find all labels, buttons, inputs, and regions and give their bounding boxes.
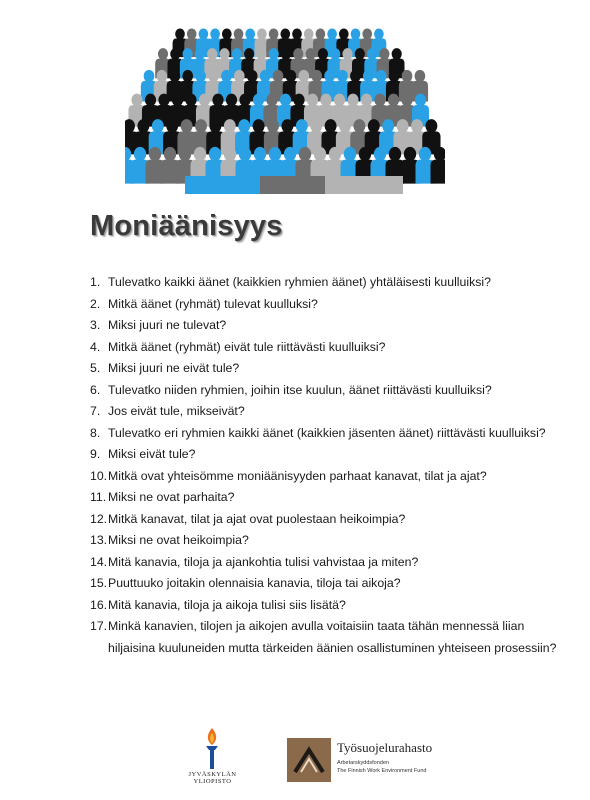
question-list — [90, 272, 570, 659]
list-item — [90, 573, 570, 595]
question-number: 2. — [90, 296, 101, 311]
list-item — [90, 423, 570, 445]
question-text: Miksi ne ovat parhaita? — [108, 490, 235, 504]
question-number: 17. — [90, 619, 108, 633]
crowd-front-band — [325, 176, 403, 194]
fund-name: Työsuojelurahasto — [337, 740, 433, 755]
question-number: 12. — [90, 511, 108, 526]
fund-subtitle-swedish: Arbetarskyddsfonden — [337, 760, 389, 766]
question-text: Mitä kanavia, tiloja ja aikoja tulisi siis lisätä? — [108, 597, 346, 612]
question-text: Mitkä äänet (ryhmät) eivät tule riittävästi kuulluiksi? — [108, 339, 386, 354]
crowd-illustration — [125, 8, 445, 198]
list-item — [90, 315, 570, 337]
list-item — [90, 466, 570, 488]
list-item — [90, 444, 570, 466]
question-number: 7. — [90, 404, 101, 418]
fund-logo — [287, 738, 487, 788]
question-text: Puuttuuko joitakin olennaisia kanavia, tiloja tai aikoja? — [108, 576, 401, 590]
question-text: Minkä kanavien, tilojen ja aikojen avulla voitaisiin taata tähän mennessä liian hiljaisina kuuluneiden mutta tärkeiden äänien osallistuminen yhteiseen prosessiin? — [108, 619, 557, 655]
question-text: Mitä kanavia, tiloja ja ajankohtia tulisi vahvistaa ja miten? — [108, 554, 419, 569]
torch-icon — [170, 725, 255, 771]
list-item — [90, 530, 570, 552]
list-item — [90, 380, 570, 402]
list-item — [90, 337, 570, 359]
fund-emblem-icon — [287, 738, 331, 782]
question-number: 10. — [90, 468, 108, 483]
list-item — [90, 509, 570, 531]
question-text: Mitkä äänet (ryhmät) tulevat kuulluksi? — [108, 296, 318, 311]
list-item — [90, 294, 570, 316]
crowd-front-band — [185, 176, 260, 194]
list-item — [90, 552, 570, 574]
question-number: 15. — [90, 576, 108, 590]
fund-subtitle-english: The Finnish Work Environment Fund — [337, 768, 427, 774]
question-text: Miksi eivät tule? — [108, 447, 196, 461]
crowd-front-band — [260, 176, 325, 194]
list-item — [90, 272, 570, 294]
list-item — [90, 616, 570, 659]
question-number: 4. — [90, 339, 101, 354]
question-number: 11. — [90, 490, 107, 504]
question-text: Tulevatko niiden ryhmien, joihin itse kuulun, äänet riittävästi kuulluiksi? — [108, 382, 492, 397]
question-text: Tulevatko kaikki äänet (kaikkien ryhmien äänet) yhtäläisesti kuulluiksi? — [108, 275, 491, 289]
question-number: 3. — [90, 318, 101, 332]
question-text: Miksi juuri ne tulevat? — [108, 318, 227, 332]
list-item — [90, 401, 570, 423]
page-title: Moniäänisyys — [90, 210, 283, 242]
question-number: 9. — [90, 447, 101, 461]
question-number: 1. — [90, 275, 101, 289]
question-text: Jos eivät tule, mikseivät? — [108, 404, 245, 418]
question-text: Miksi ne ovat heikoimpia? — [108, 533, 249, 547]
question-number: 8. — [90, 425, 101, 440]
university-name: JYVÄSKYLÄN YLIOPISTO — [188, 771, 237, 785]
question-number: 6. — [90, 382, 101, 397]
question-number: 5. — [90, 361, 101, 375]
list-item — [90, 358, 570, 380]
question-number: 13. — [90, 533, 108, 547]
question-text: Tulevatko eri ryhmien kaikki äänet (kaikkien jäsenten äänet) riittävästi kuulluiksi? — [108, 425, 546, 440]
question-text: Miksi juuri ne eivät tule? — [108, 361, 240, 375]
university-logo — [170, 725, 255, 785]
question-number: 16. — [90, 597, 108, 612]
list-item — [90, 487, 570, 509]
list-item — [90, 595, 570, 617]
question-text: Mitkä ovat yhteisömme moniäänisyyden parhaat kanavat, tilat ja ajat? — [108, 468, 487, 483]
question-number: 14. — [90, 554, 108, 569]
question-text: Mitkä kanavat, tilat ja ajat ovat puolestaan heikoimpia? — [108, 511, 406, 526]
